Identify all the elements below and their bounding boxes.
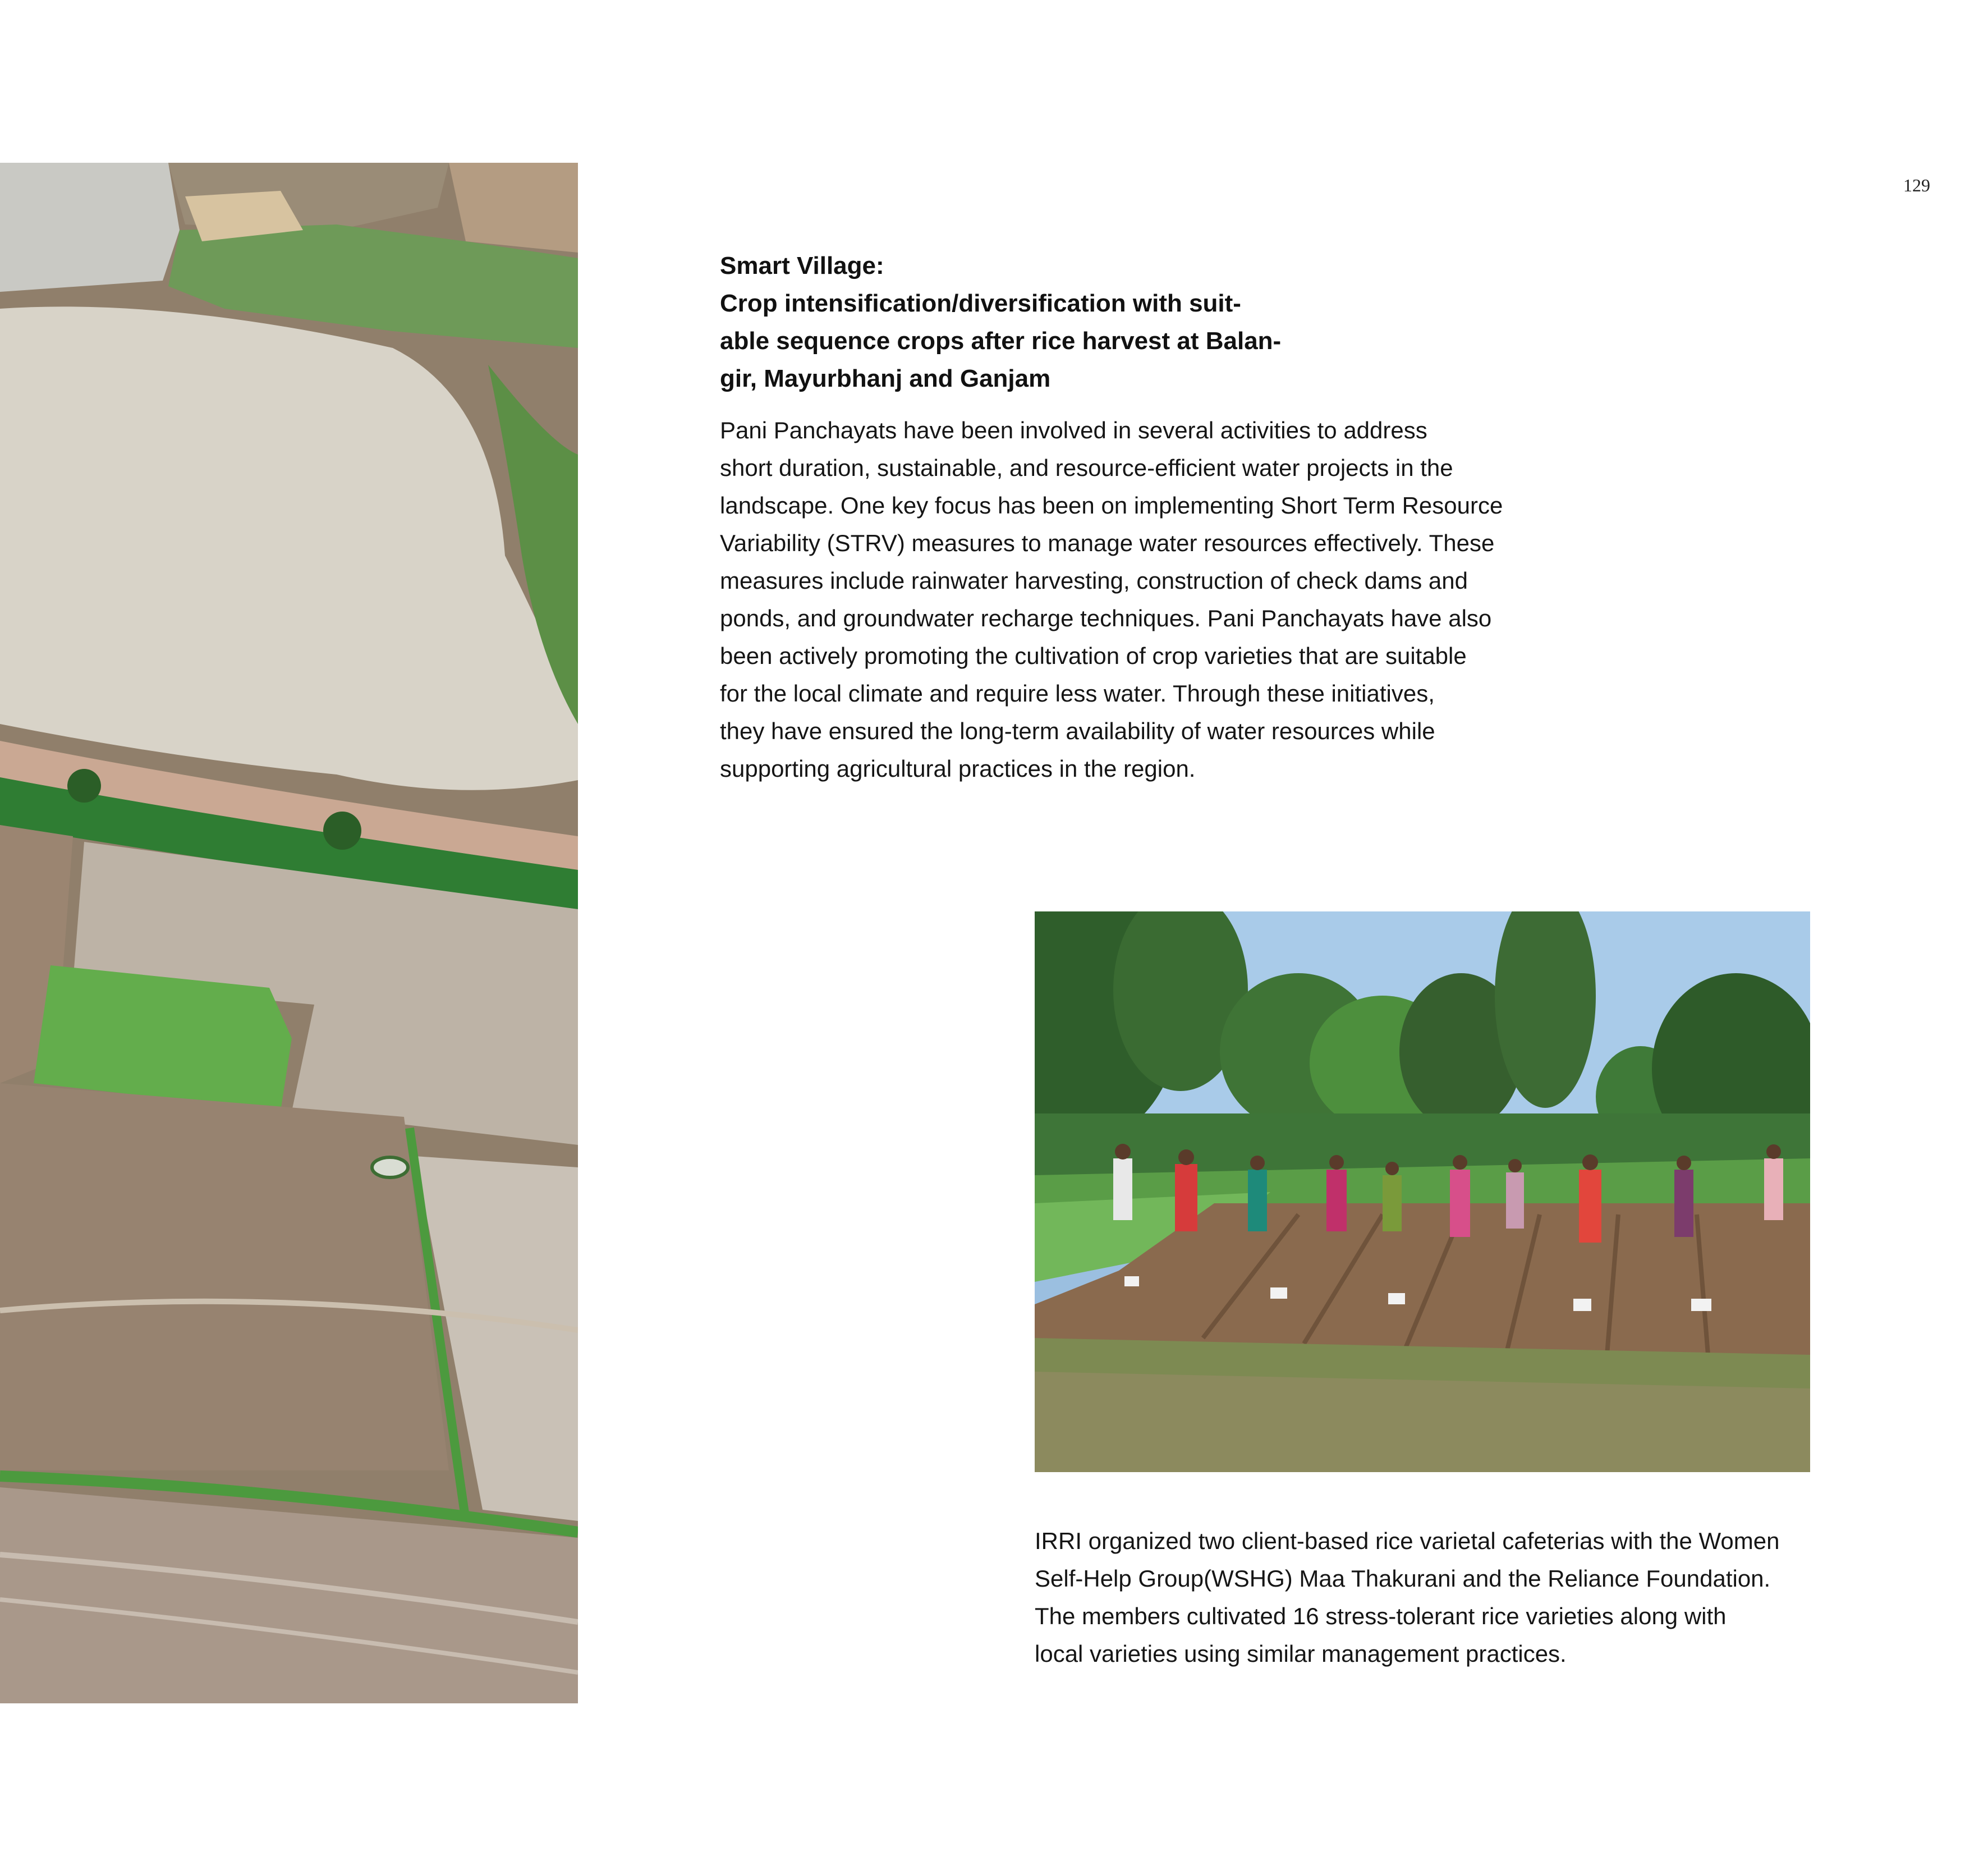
caption-line: Self-Help Group(WSHG) Maa Thakurani and the Reliance Foundation. [1035, 1565, 1771, 1592]
photo-caption [1035, 1522, 1820, 1672]
title-line: gir, Mayurbhanj and Ganjam [720, 365, 1051, 392]
article-title [720, 247, 1281, 397]
body-line: they have ensured the long-term availability of water resources while [720, 718, 1435, 744]
title-line: Smart Village: [720, 252, 884, 279]
body-line: been actively promoting the cultivation of crop varieties that are suitable [720, 643, 1467, 669]
aerial-field-photo [0, 163, 578, 1703]
body-line: for the local climate and require less water. Through these initiatives, [720, 680, 1435, 707]
body-line: Pani Panchayats have been involved in several activities to address [720, 417, 1427, 443]
body-line: measures include rainwater harvesting, construction of check dams and [720, 567, 1468, 594]
caption-line: The members cultivated 16 stress-tolerant rice varieties along with [1035, 1603, 1727, 1629]
body-line: ponds, and groundwater recharge techniques. Pani Panchayats have also [720, 605, 1492, 631]
body-line: supporting agricultural practices in the region. [720, 755, 1196, 782]
title-line: able sequence crops after rice harvest at Balan- [720, 327, 1282, 355]
caption-line: IRRI organized two client-based rice varietal cafeterias with the Women [1035, 1528, 1780, 1554]
body-line: landscape. One key focus has been on implementing Short Term Resource [720, 492, 1503, 519]
page-number: 129 [1903, 175, 1930, 195]
body-line: Variability (STRV) measures to manage water resources effectively. These [720, 530, 1495, 556]
body-paragraph [720, 411, 1539, 787]
caption-line: local varieties using similar management practices. [1035, 1640, 1567, 1667]
title-line: Crop intensification/diversification with suit- [720, 290, 1241, 317]
field-group-photo [1035, 911, 1810, 1472]
body-line: short duration, sustainable, and resource-efficient water projects in the [720, 455, 1453, 481]
